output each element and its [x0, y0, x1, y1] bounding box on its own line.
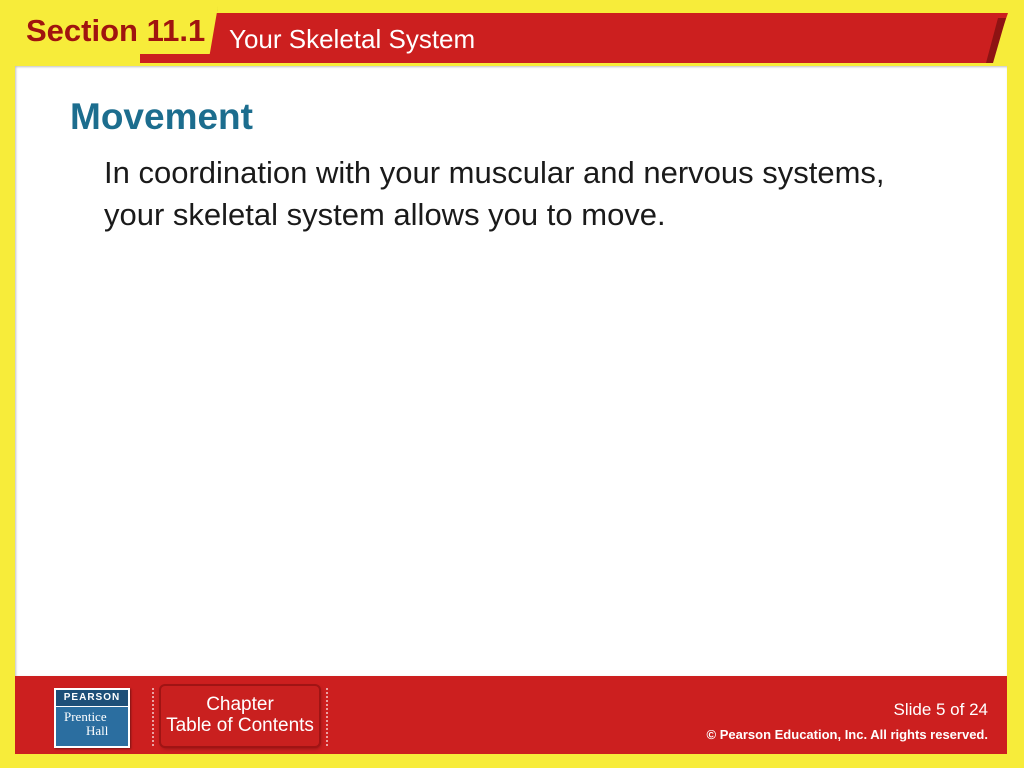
- footer-divider-right: [326, 688, 328, 746]
- toc-button-line-1: Chapter: [206, 694, 274, 715]
- chapter-table-of-contents-button[interactable]: [161, 686, 319, 746]
- logo-line-1: Prentice: [64, 709, 107, 724]
- slide-counter: Slide 5 of 24: [893, 700, 988, 719]
- copyright-notice: © Pearson Education, Inc. All rights reserved.: [706, 727, 988, 742]
- logo-line-2: Hall: [86, 723, 109, 738]
- logo-top-text: PEARSON: [56, 690, 128, 706]
- section-label: Section 11.1: [26, 13, 206, 48]
- logo-divider: [56, 706, 128, 707]
- bottom-frame-strip: [15, 754, 1007, 760]
- toc-button-line-2: Table of Contents: [166, 715, 314, 736]
- footer-divider-left: [152, 688, 154, 746]
- slide-header-title: Your Skeletal System: [229, 24, 476, 54]
- slide-heading: Movement: [70, 96, 253, 137]
- slide-body-text: In coordination with your muscular and nervous systems, your skeletal system allows you to move.: [104, 155, 885, 232]
- pearson-prentice-hall-logo[interactable]: [54, 688, 130, 748]
